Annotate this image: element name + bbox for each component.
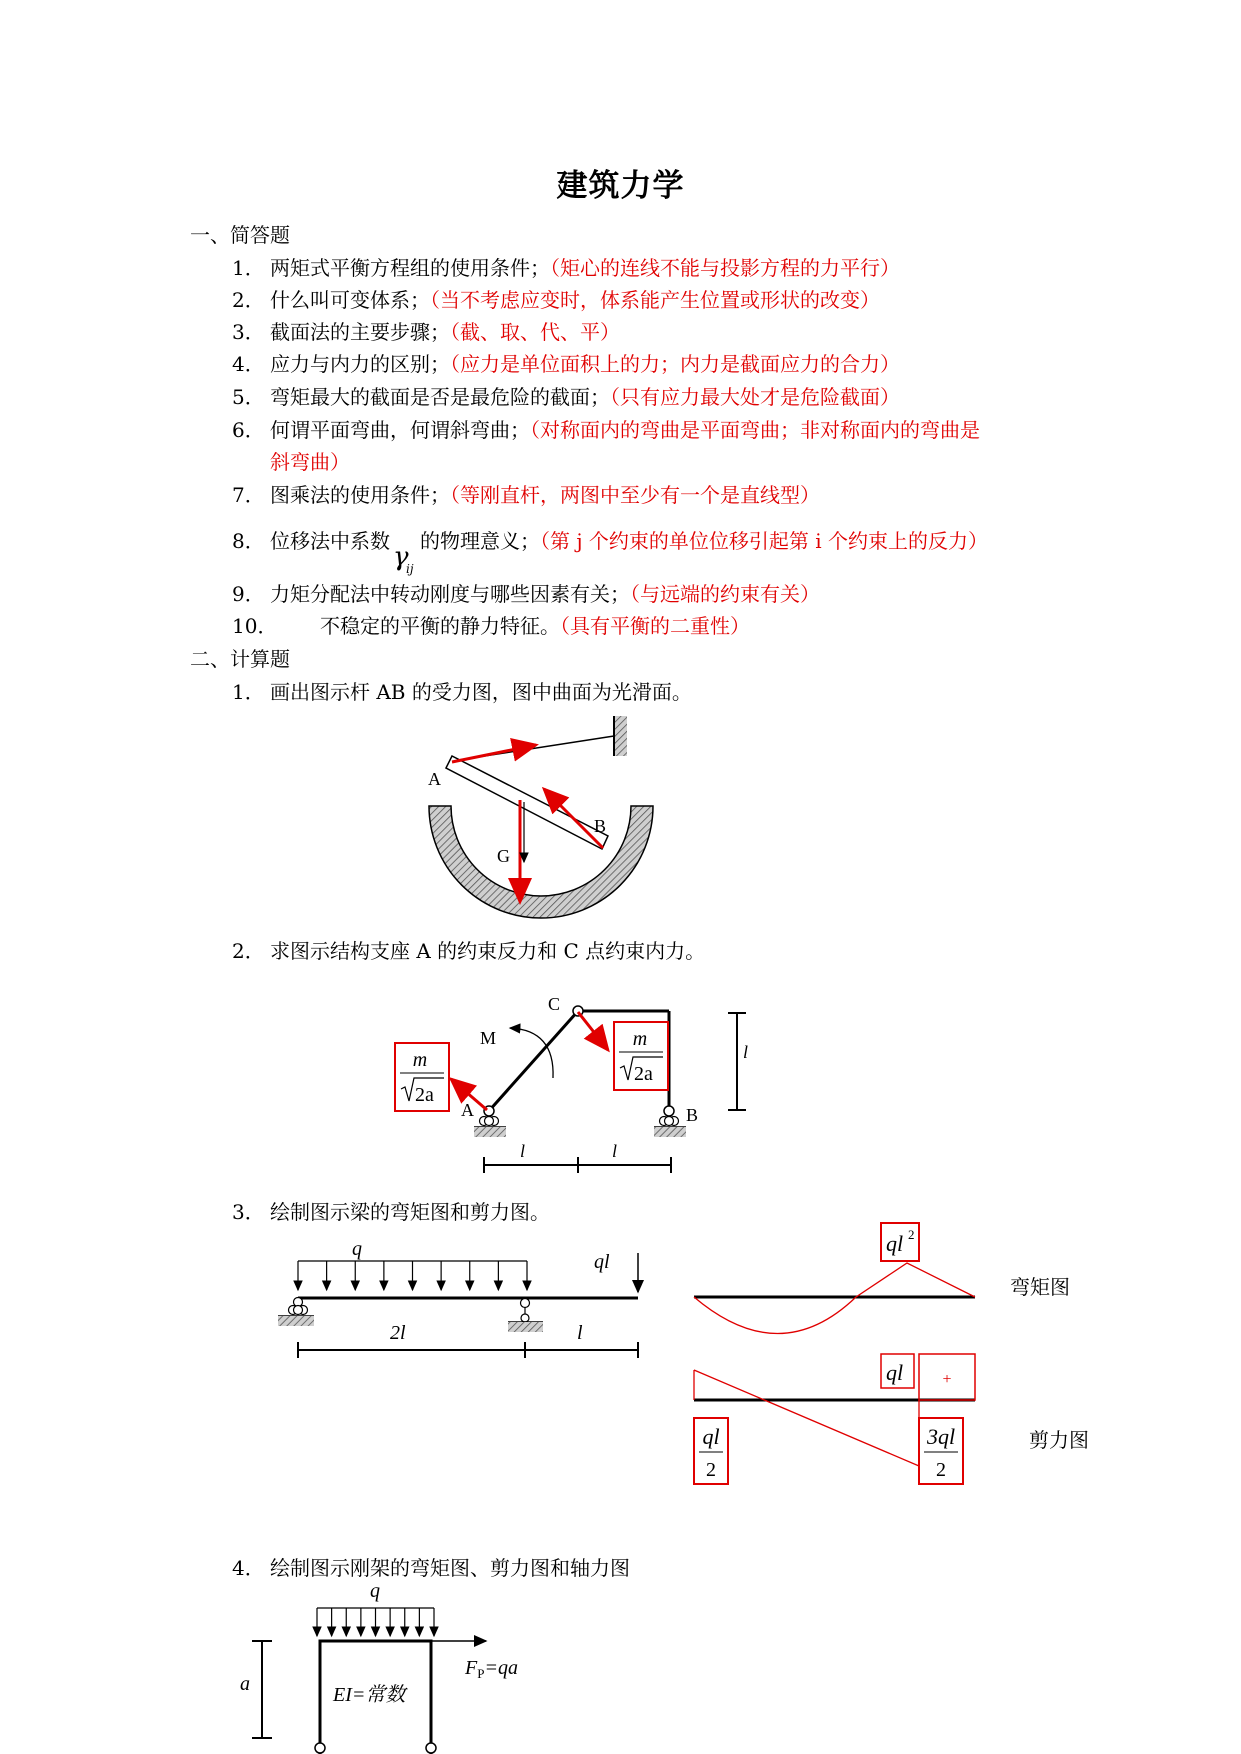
support-b — [654, 1106, 686, 1137]
question-prompt-end: 的物理意义； — [420, 529, 540, 553]
label-g: G — [497, 846, 510, 866]
figure-3-beam — [270, 1225, 660, 1365]
question-number: 8． — [232, 529, 265, 553]
shear-left-den: 2 — [706, 1459, 716, 1481]
distributed-load-arrows — [317, 1608, 434, 1636]
problem-number: 1． — [232, 680, 265, 704]
support-left — [315, 1743, 325, 1753]
label-ql: ql — [594, 1251, 610, 1273]
shear-diagram-title: 剪力图 — [1029, 1430, 1089, 1452]
rod-ab — [446, 756, 608, 849]
figure-2-frame-structure — [380, 980, 760, 1185]
question-prompt: 何谓平面弯曲，何谓斜弯曲； — [270, 418, 530, 442]
question-prompt: 不稳定的平衡的静力特征。 — [320, 614, 560, 638]
support-middle — [508, 1299, 543, 1333]
question-number: 5． — [232, 385, 265, 409]
label-l: l — [577, 1322, 583, 1344]
label-a: A — [461, 1100, 474, 1120]
frac-den-a: 2a — [415, 1084, 434, 1106]
label-l-right: l — [612, 1141, 618, 1161]
answer-text: （等刚直杆，两图中至少有一个是直线型） — [450, 483, 820, 507]
label-ei: EI=常数 — [333, 1684, 406, 1706]
figure-3-diagrams — [690, 1220, 1110, 1485]
member-ac — [488, 1011, 578, 1112]
shear-right-num: 3ql — [926, 1424, 956, 1449]
gamma-letter: γ — [393, 542, 409, 572]
label-l-left: l — [520, 1141, 526, 1161]
problem-text: 画出图示杆 AB 的受力图，图中曲面为光滑面。 — [270, 680, 692, 704]
answer-text: （截、取、代、平） — [450, 320, 620, 344]
label-m: M — [480, 1028, 497, 1048]
distributed-load-arrows — [298, 1261, 527, 1290]
problem-text: 绘制图示刚架的弯矩图、剪力图和轴力图 — [270, 1556, 630, 1580]
answer-text: （对称面内的弯曲是平面弯曲；非对称面内的弯曲是 — [530, 418, 980, 442]
moment-label: ql — [886, 1231, 904, 1256]
label-c: C — [548, 994, 561, 1014]
section-heading-2: 二、计算题 — [190, 647, 290, 671]
answer-text: （第 j 个约束的单位位移引起第 i 个约束上的反力） — [540, 529, 989, 553]
label-fp: $F_P=qa$ — [465, 1657, 518, 1681]
question-text — [270, 381, 900, 410]
question-number: 9． — [232, 582, 265, 606]
question-text — [270, 284, 880, 313]
label-l-vertical: l — [743, 1042, 749, 1062]
label-2l: 2l — [390, 1322, 406, 1344]
question-number: 3． — [232, 320, 265, 344]
question-prompt: 位移法中系数 — [270, 529, 390, 553]
figure-1-rod-on-smooth-surface — [400, 705, 680, 925]
question-prompt: 两矩式平衡方程组的使用条件； — [270, 256, 550, 280]
question-text — [270, 414, 980, 443]
question-prompt: 截面法的主要步骤； — [270, 320, 450, 344]
figure-4-rigid-frame — [230, 1575, 550, 1754]
question-number: 1． — [232, 256, 265, 280]
answer-text: （只有应力最大处才是危险截面） — [610, 385, 900, 409]
curved-smooth-surface — [429, 806, 653, 918]
gamma-subscript: ij — [406, 562, 414, 576]
question-text — [270, 348, 900, 377]
question-number: 10． — [232, 614, 278, 638]
moment-exponent: 2 — [908, 1227, 915, 1242]
question-text — [270, 316, 620, 345]
reaction-c-arrow — [578, 1012, 608, 1050]
question-text — [270, 578, 820, 607]
answer-text: （应力是单位面积上的力；内力是截面应力的合力） — [450, 352, 900, 376]
label-q: q — [352, 1238, 362, 1260]
question-text — [270, 252, 900, 281]
wall-support — [615, 716, 627, 756]
frac-den-c: 2a — [634, 1063, 653, 1085]
shear-left-num: ql — [702, 1424, 720, 1449]
question-prompt: 弯矩最大的截面是否是最危险的截面； — [270, 385, 610, 409]
label-b: B — [686, 1105, 699, 1125]
question-text — [270, 479, 820, 508]
question-text — [270, 525, 989, 576]
support-left — [278, 1298, 314, 1327]
answer-text: （与远端的约束有关） — [630, 582, 820, 606]
page-title: 建筑力学 — [556, 168, 685, 204]
question-text — [320, 610, 750, 639]
label-q: q — [370, 1580, 380, 1602]
label-a: a — [240, 1673, 250, 1695]
question-number: 2． — [232, 288, 265, 312]
frac-num-a: m — [412, 1049, 428, 1071]
tension-force-arrow — [452, 745, 536, 762]
question-prompt: 力矩分配法中转动刚度与哪些因素有关； — [270, 582, 630, 606]
label-a: A — [428, 769, 441, 789]
question-prompt: 什么叫可变体系； — [270, 288, 430, 312]
problem-text: 求图示结构支座 A 的约束反力和 C 点约束内力。 — [270, 939, 706, 963]
problem-number: 3． — [232, 1200, 265, 1224]
answer-text: （具有平衡的二重性） — [560, 614, 750, 638]
answer-text: （当不考虑应变时，体系能产生位置或形状的改变） — [430, 288, 880, 312]
shear-ql-label: ql — [886, 1360, 904, 1385]
moment-arrow — [510, 1028, 553, 1078]
problem-number: 2． — [232, 939, 265, 963]
question-prompt: 应力与内力的区别； — [270, 352, 450, 376]
question-number: 7． — [232, 483, 265, 507]
shear-plus: + — [942, 1371, 952, 1388]
problem-text: 绘制图示梁的弯矩图和剪力图。 — [270, 1200, 550, 1224]
answer-text: （矩心的连线不能与投影方程的力平行） — [550, 256, 900, 280]
support-a — [474, 1106, 506, 1137]
problem-number: 4． — [232, 1556, 265, 1580]
label-b: B — [594, 816, 607, 836]
answer-text-continued: 斜弯曲） — [270, 450, 350, 474]
moment-diagram-title: 弯矩图 — [1010, 1277, 1070, 1299]
support-right — [426, 1743, 436, 1753]
shear-right-den: 2 — [936, 1459, 946, 1481]
question-number: 6． — [232, 418, 265, 442]
frac-num-c: m — [632, 1028, 648, 1050]
question-number: 4． — [232, 352, 265, 376]
question-prompt: 图乘法的使用条件； — [270, 483, 450, 507]
section-heading-1: 一、简答题 — [190, 223, 290, 247]
